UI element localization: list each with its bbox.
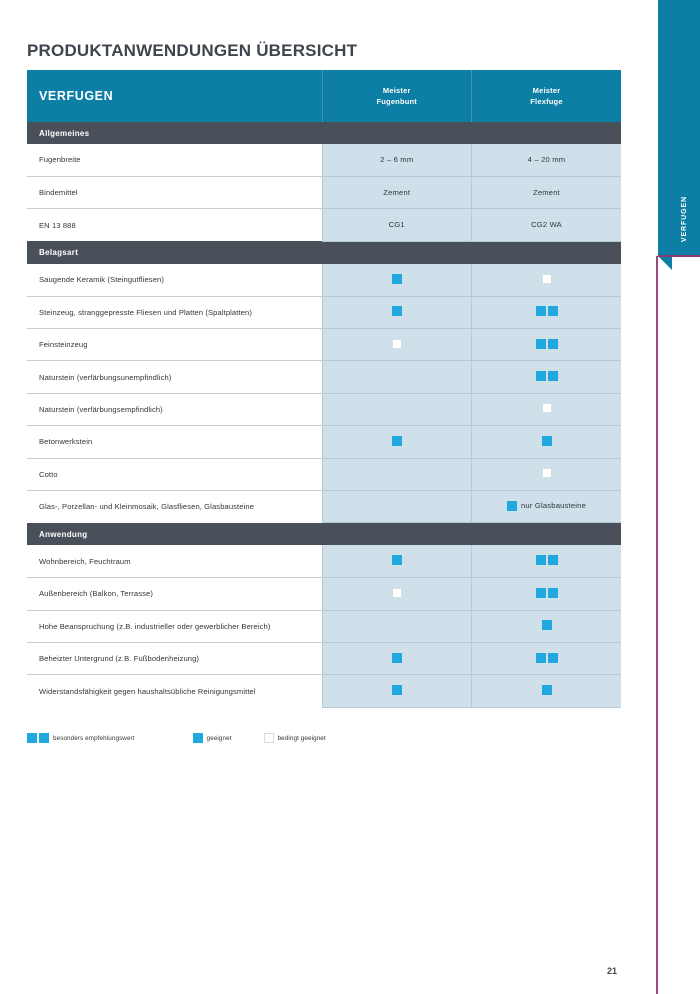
mark-open-square-icon [542, 403, 552, 413]
row-label: Saugende Keramik (Steingutfliesen) [27, 264, 322, 296]
table-section-label: Belagsart [27, 241, 621, 264]
row-label: Glas-, Porzellan- und Kleinmosaik, Glasfliesen, Glasbausteine [27, 490, 322, 522]
side-tab-verfugen[interactable] [658, 0, 700, 256]
mark-filled-square-icon [548, 555, 558, 565]
legend-label: geeignet [206, 734, 232, 742]
row-label: Beheizter Untergrund (z.B. Fußbodenheizung) [27, 642, 322, 674]
cell-note-text: nur Glasbausteine [520, 501, 587, 511]
legend-filled-square-icon [27, 733, 37, 743]
table-section-row [27, 523, 621, 546]
row-value-product-2 [472, 458, 622, 490]
legend-item [27, 733, 135, 743]
product-application-table-wrap [27, 70, 621, 708]
mark-filled-square-icon [548, 339, 558, 349]
cell-text: CG1 [388, 220, 405, 230]
table-row [27, 610, 621, 642]
row-value-product-1 [322, 144, 472, 176]
mark-filled-square-icon [392, 653, 402, 663]
row-value-product-1 [322, 176, 472, 208]
table-row [27, 545, 621, 577]
cell-note [507, 501, 586, 511]
mark-open-square-icon [392, 339, 402, 349]
mark-group [542, 620, 552, 630]
row-value-product-2 [472, 393, 622, 425]
table-header-row [27, 70, 621, 122]
row-value-product-1 [322, 361, 472, 393]
mark-filled-square-icon [548, 588, 558, 598]
row-value-product-2 [472, 176, 622, 208]
row-value-product-1 [322, 675, 472, 707]
mark-group [392, 436, 402, 446]
mark-filled-square-icon [536, 555, 546, 565]
mark-group [392, 339, 402, 349]
mark-group [392, 306, 402, 316]
mark-group [536, 339, 558, 349]
mark-filled-square-icon [392, 436, 402, 446]
table-row [27, 144, 621, 176]
mark-filled-square-icon [507, 501, 517, 511]
side-tab-label: VERFUGEN [681, 195, 688, 242]
mark-filled-square-icon [392, 274, 402, 284]
mark-group [542, 403, 552, 413]
row-value-product-1 [322, 578, 472, 610]
row-value-product-1 [322, 328, 472, 360]
mark-group [536, 371, 558, 381]
mark-group [542, 468, 552, 478]
table-section-row [27, 122, 621, 144]
table-row [27, 642, 621, 674]
row-value-product-2 [472, 490, 622, 522]
row-value-product-2 [472, 545, 622, 577]
mark-filled-square-icon [392, 306, 402, 316]
mark-group [392, 555, 402, 565]
row-value-product-2 [472, 144, 622, 176]
row-value-product-2 [472, 264, 622, 296]
row-value-product-2 [472, 426, 622, 458]
row-value-product-2 [472, 642, 622, 674]
legend [27, 733, 326, 743]
row-value-product-2 [472, 610, 622, 642]
legend-filled-square-icon [193, 733, 203, 743]
row-label: Steinzeug, stranggepresste Fliesen und Platten (Spaltplatten) [27, 296, 322, 328]
row-value-product-2 [472, 209, 622, 241]
row-label: Naturstein (verfärbungsunempfindlich) [27, 361, 322, 393]
mark-filled-square-icon [536, 371, 546, 381]
table-row [27, 393, 621, 425]
row-value-product-2 [472, 296, 622, 328]
row-value-product-1 [322, 264, 472, 296]
table-row [27, 458, 621, 490]
legend-label: bedingt geeignet [277, 734, 326, 742]
row-label: Fugenbreite [27, 144, 322, 176]
table-body [27, 122, 621, 707]
row-value-product-2 [472, 361, 622, 393]
mark-group [542, 436, 552, 446]
row-label: Bindemittel [27, 176, 322, 208]
mark-open-square-icon [542, 274, 552, 284]
row-label: Feinsteinzeug [27, 328, 322, 360]
product-2-line-2: Flexfuge [530, 97, 563, 106]
mark-filled-square-icon [548, 653, 558, 663]
legend-open-square-icon [264, 733, 274, 743]
legend-item [193, 733, 232, 743]
product-2-line-1: Meister [532, 85, 561, 95]
table-header-product-2 [472, 70, 622, 122]
table-section-label: Allgemeines [27, 122, 621, 144]
mark-filled-square-icon [548, 371, 558, 381]
row-value-product-1 [322, 545, 472, 577]
cell-text: Zement [533, 188, 560, 198]
cell-text: 2 – 6 mm [380, 155, 414, 165]
row-label: EN 13 888 [27, 209, 322, 241]
table-row [27, 264, 621, 296]
cell-text: Zement [383, 188, 411, 198]
row-value-product-1 [322, 209, 472, 241]
row-label: Naturstein (verfärbungsempfindlich) [27, 393, 322, 425]
side-tab-fold-corner [658, 256, 672, 270]
table-head [27, 70, 621, 122]
mark-open-square-icon [542, 468, 552, 478]
accent-line-vertical [656, 256, 658, 994]
row-value-product-1 [322, 642, 472, 674]
cell-text: CG2 WA [531, 220, 562, 230]
table-row [27, 296, 621, 328]
table-header-product-1 [322, 70, 472, 122]
cell-text: 4 – 20 mm [527, 155, 566, 165]
product-1-line-2: Fugenbunt [376, 97, 418, 106]
table-section-label: Anwendung [27, 523, 621, 546]
table-row [27, 675, 621, 707]
mark-group [392, 653, 402, 663]
row-value-product-1 [322, 610, 472, 642]
row-value-product-1 [322, 426, 472, 458]
mark-filled-square-icon [542, 436, 552, 446]
table-row [27, 578, 621, 610]
legend-marks [27, 733, 49, 743]
legend-marks [193, 733, 203, 743]
legend-label: besonders empfehlungswert [53, 734, 135, 742]
row-value-product-1 [322, 393, 472, 425]
mark-filled-square-icon [542, 620, 552, 630]
mark-group [542, 685, 552, 695]
page-title: PRODUKTANWENDUNGEN ÜBERSICHT [27, 41, 358, 61]
table-row [27, 361, 621, 393]
row-value-product-2 [472, 578, 622, 610]
row-value-product-2 [472, 675, 622, 707]
legend-filled-square-icon [39, 733, 49, 743]
mark-filled-square-icon [542, 685, 552, 695]
mark-group [536, 555, 558, 565]
mark-filled-square-icon [536, 588, 546, 598]
row-label: Cotto [27, 458, 322, 490]
product-application-table [27, 70, 621, 708]
mark-filled-square-icon [392, 555, 402, 565]
mark-group [392, 274, 402, 284]
product-1-line-1: Meister [382, 85, 411, 95]
mark-group [392, 588, 402, 598]
mark-filled-square-icon [536, 653, 546, 663]
page-number: 21 [607, 966, 618, 976]
table-row [27, 426, 621, 458]
row-value-product-1 [322, 458, 472, 490]
row-label: Hohe Beanspruchung (z.B. industrieller oder gewerblicher Bereich) [27, 610, 322, 642]
mark-group [507, 501, 517, 511]
mark-group [536, 588, 558, 598]
table-row [27, 176, 621, 208]
mark-group [392, 685, 402, 695]
mark-filled-square-icon [392, 685, 402, 695]
mark-group [542, 274, 552, 284]
legend-marks [264, 733, 274, 743]
row-label: Betonwerkstein [27, 426, 322, 458]
mark-open-square-icon [392, 588, 402, 598]
mark-group [536, 306, 558, 316]
row-value-product-1 [322, 490, 472, 522]
legend-item [264, 733, 326, 743]
row-label: Außenbereich (Balkon, Terrasse) [27, 578, 322, 610]
table-header-title: VERFUGEN [27, 70, 322, 122]
row-label: Widerstandsfähigkeit gegen haushaltsübliche Reinigungsmittel [27, 675, 322, 707]
mark-filled-square-icon [548, 306, 558, 316]
mark-group [536, 653, 558, 663]
mark-filled-square-icon [536, 306, 546, 316]
row-value-product-1 [322, 296, 472, 328]
table-row [27, 490, 621, 522]
table-section-row [27, 241, 621, 264]
mark-filled-square-icon [536, 339, 546, 349]
row-label: Wohnbereich, Feuchtraum [27, 545, 322, 577]
table-row [27, 328, 621, 360]
row-value-product-2 [472, 328, 622, 360]
table-row [27, 209, 621, 241]
accent-line-horizontal [658, 255, 700, 257]
